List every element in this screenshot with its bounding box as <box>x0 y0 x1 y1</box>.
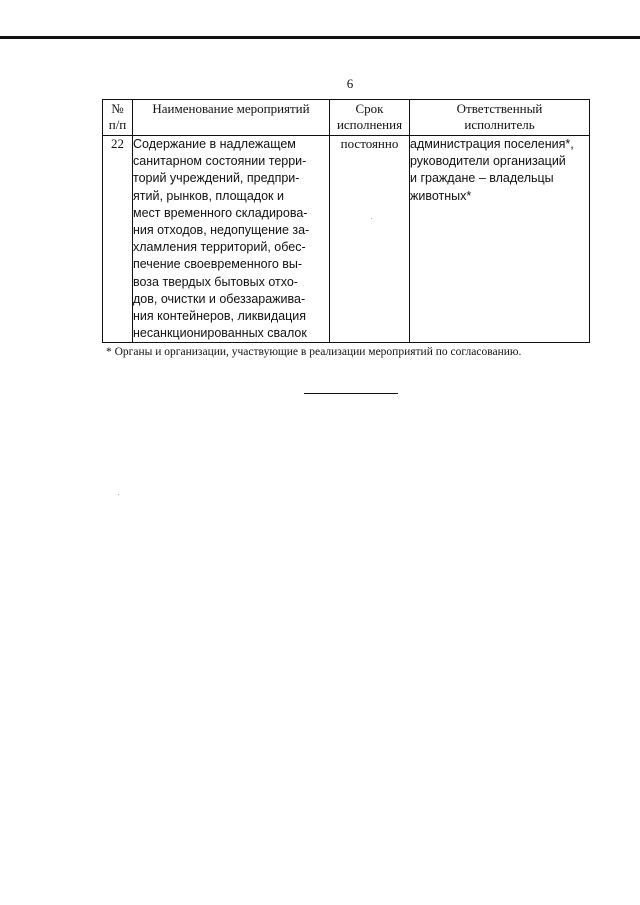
footnote: * Органы и организации, участвующие в реализации мероприятий по согласованию. <box>106 346 522 358</box>
measure-name-line: воза твердых бытовых отхо- <box>133 274 298 289</box>
closing-separator-line <box>304 393 398 394</box>
header-term <box>330 100 410 136</box>
header-term-line: исполнения <box>336 117 403 132</box>
executor-line: администрация поселения*, <box>410 137 574 151</box>
header-name <box>133 100 330 136</box>
measure-name-line: ния отходов, недопущение за- <box>133 223 310 238</box>
measure-name-line: дов, очистки и обеззаражива- <box>133 291 306 306</box>
measures-table <box>102 99 590 343</box>
row-measure-name <box>133 136 330 343</box>
page-number: 6 <box>346 76 354 91</box>
row-number: 22 <box>103 136 133 343</box>
measure-name-line: санитарном состоянии терри- <box>133 154 307 169</box>
measure-name-line: Содержание в надлежащем <box>133 137 296 151</box>
header-number <box>103 100 133 136</box>
executor-line: и граждане – владельцы <box>410 171 554 186</box>
measure-name-line: хламления территорий, обес- <box>133 240 306 255</box>
row-term: постоянно <box>330 136 410 343</box>
table-row <box>103 136 590 343</box>
header-term-line: Срок <box>355 101 384 116</box>
header-executor-line: Ответственный <box>456 101 543 116</box>
scan-speck <box>371 218 372 219</box>
measure-name-line: печение своевременного вы- <box>133 257 303 272</box>
scan-edge-line <box>0 36 640 39</box>
measure-name-line: несанкционированных свалок <box>133 326 307 341</box>
measure-name-line: мест временного складирова- <box>133 205 308 220</box>
table-header-row <box>103 100 590 136</box>
scan-speck <box>118 494 119 495</box>
row-executor <box>410 136 590 343</box>
header-executor <box>410 100 590 136</box>
executor-line: животных* <box>410 188 472 203</box>
header-number-line: п/п <box>108 117 127 132</box>
measure-name-line: ятий, рынков, площадок и <box>133 188 284 203</box>
executor-line: руководители организаций <box>410 154 566 169</box>
header-number-line: № <box>111 101 124 116</box>
measure-name-line: ния контейнеров, ликвидация <box>133 309 306 324</box>
header-name-line: Наименование мероприятий <box>152 101 310 116</box>
measure-name-line: торий учреждений, предпри- <box>133 171 300 186</box>
header-executor-line: исполнитель <box>464 117 535 132</box>
